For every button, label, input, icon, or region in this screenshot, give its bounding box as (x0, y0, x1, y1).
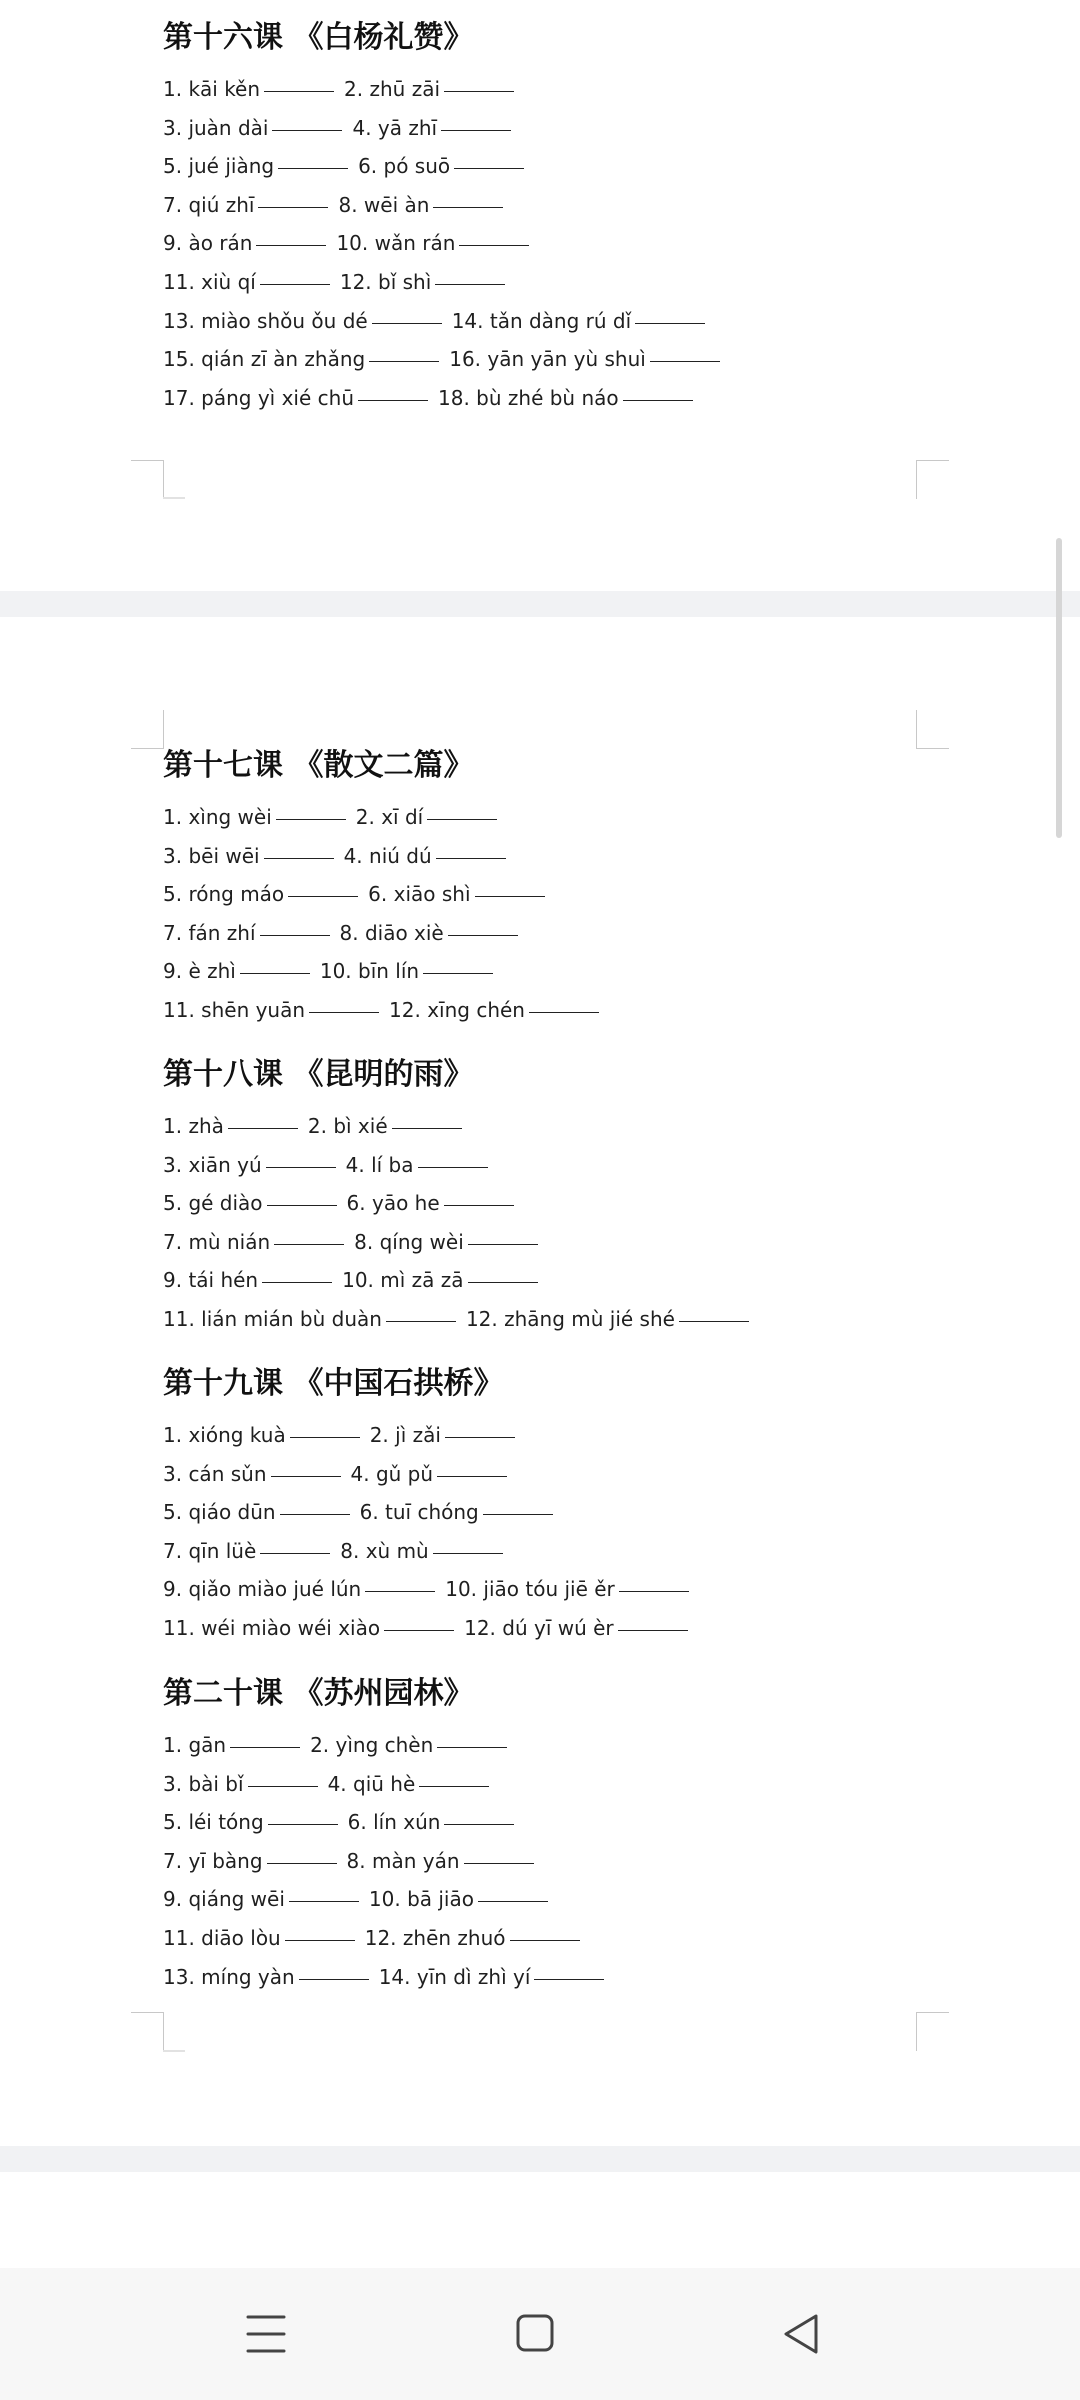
lesson-title: 第十六课 《白杨礼赞》 (163, 20, 474, 55)
page-separator (0, 591, 1080, 617)
answer-blank (529, 1011, 599, 1013)
lesson-section-20 (163, 1676, 943, 1996)
answer-blank (230, 1746, 300, 1748)
answer-blank (289, 1900, 359, 1902)
page-corner-mark (916, 460, 949, 499)
exercise-row (163, 70, 943, 109)
pinyin-prompt: 13. miào shǒu ǒu dé (163, 308, 368, 333)
pinyin-prompt: 2. jì zǎi (369, 1423, 441, 1447)
pinyin-prompt: 6. yāo he (346, 1191, 440, 1216)
exercise-row (163, 914, 943, 953)
exercise-row (163, 302, 943, 341)
answer-blank (260, 1552, 330, 1554)
menu-button[interactable] (236, 2308, 296, 2360)
exercise-row (163, 1300, 943, 1339)
pinyin-prompt: 1. zhà (163, 1114, 224, 1138)
pinyin-prompt: 17. páng yì xié chū (163, 385, 354, 410)
answer-blank (444, 1823, 514, 1825)
pinyin-prompt: 2. yìng chèn (310, 1733, 434, 1757)
exercise-row (163, 109, 943, 148)
back-icon (772, 2308, 832, 2360)
exercise-row (163, 991, 943, 1030)
pinyin-prompt: 6. lín xún (347, 1810, 441, 1835)
pinyin-prompt: 10. bīn lín (319, 959, 420, 984)
exercise-row (163, 147, 943, 186)
lesson-title: 第二十课 《苏州园林》 (163, 1676, 474, 1711)
pinyin-prompt: 18. bù zhé bù náo (438, 385, 619, 410)
exercise-row (163, 1532, 943, 1571)
pinyin-prompt: 2. xī dí (355, 805, 424, 829)
pinyin-prompt: 11. shēn yuān (163, 997, 306, 1022)
pinyin-prompt: 2. bì xié (307, 1114, 388, 1138)
pinyin-prompt: 11. lián mián bù duàn (163, 1306, 382, 1331)
page-corner-mark (131, 2012, 164, 2051)
exercise-row (163, 1455, 943, 1494)
pinyin-prompt: 6. pó suō (358, 154, 451, 179)
pinyin-prompt: 8. màn yán (346, 1848, 460, 1873)
pinyin-prompt: 8. qíng wèi (354, 1229, 464, 1254)
pinyin-prompt: 3. bēi wēi (163, 843, 260, 868)
pinyin-prompt: 16. yān yān yù shuì (449, 347, 646, 372)
pinyin-prompt: 3. bài bǐ (163, 1771, 244, 1796)
answer-blank (441, 129, 511, 131)
exercise-row (163, 1842, 943, 1881)
answer-blank (437, 1475, 507, 1477)
pinyin-prompt: 9. qiǎo miào jué lún (163, 1577, 362, 1602)
exercise-row (163, 1726, 943, 1765)
answer-blank (448, 934, 518, 936)
answer-blank (264, 90, 334, 92)
pinyin-prompt: 7. qiú zhī (163, 192, 255, 217)
lesson-section-19 (163, 1366, 943, 1648)
exercise-row (163, 224, 943, 263)
answer-blank (468, 1281, 538, 1283)
pinyin-prompt: 7. fán zhí (163, 920, 256, 945)
pinyin-prompt: 14. tǎn dàng rú dǐ (451, 308, 632, 333)
answer-blank (419, 1785, 489, 1787)
answer-blank (437, 1746, 507, 1748)
pinyin-prompt: 1. kāi kěn (163, 77, 261, 101)
answer-blank (454, 167, 524, 169)
pinyin-prompt: 4. niú dú (343, 843, 432, 868)
answer-blank (635, 322, 705, 324)
answer-blank (534, 1978, 604, 1980)
exercise-row (163, 1493, 943, 1532)
answer-blank (288, 895, 358, 897)
answer-blank (278, 167, 348, 169)
pinyin-prompt: 5. qiáo dūn (163, 1500, 276, 1525)
exercise-row (163, 952, 943, 991)
lesson-section-17 (163, 748, 943, 1030)
exercise-row (163, 263, 943, 302)
exercise-row (163, 1416, 943, 1455)
answer-blank (436, 857, 506, 859)
answer-blank (309, 1011, 379, 1013)
answer-blank (248, 1785, 318, 1787)
answer-blank (384, 1629, 454, 1631)
pinyin-prompt: 7. mù nián (163, 1229, 271, 1254)
pinyin-prompt: 4. qiū hè (327, 1771, 416, 1796)
answer-blank (369, 360, 439, 362)
pinyin-prompt: 3. xiān yú (163, 1152, 262, 1177)
answer-blank (260, 283, 330, 285)
home-icon (505, 2308, 565, 2360)
exercise-row (163, 1765, 943, 1804)
answer-blank (285, 1939, 355, 1941)
answer-blank (433, 206, 503, 208)
answer-blank (290, 1436, 360, 1438)
answer-blank (267, 1204, 337, 1206)
exercise-row (163, 1184, 943, 1223)
pinyin-prompt: 11. xiù qí (163, 269, 256, 294)
pinyin-prompt: 8. wēi àn (338, 192, 430, 217)
page-corner-mark (131, 460, 164, 499)
exercise-row (163, 1609, 943, 1648)
exercise-row (163, 1223, 943, 1262)
pinyin-prompt: 12. zhāng mù jié shé (465, 1306, 675, 1331)
answer-blank (618, 1629, 688, 1631)
exercise-row (163, 1958, 943, 1997)
pinyin-prompt: 2. zhū zāi (344, 77, 441, 101)
answer-blank (256, 244, 326, 246)
answer-blank (478, 1900, 548, 1902)
exercise-row (163, 186, 943, 225)
exercise-row (163, 1146, 943, 1185)
lesson-title: 第十八课 《昆明的雨》 (163, 1057, 474, 1092)
answer-blank (262, 1281, 332, 1283)
answer-blank (264, 857, 334, 859)
exercise-row (163, 1880, 943, 1919)
answer-blank (445, 1436, 515, 1438)
scrollbar-thumb[interactable] (1056, 538, 1062, 838)
answer-blank (459, 244, 529, 246)
pinyin-prompt: 8. diāo xiè (339, 920, 444, 945)
page-footer-mark (163, 497, 185, 499)
answer-blank (280, 1513, 350, 1515)
page-separator (0, 2146, 1080, 2172)
pinyin-prompt: 11. diāo lòu (163, 1925, 281, 1950)
pinyin-prompt: 9. ào rán (163, 231, 253, 256)
pinyin-prompt: 10. wǎn rán (336, 231, 456, 256)
answer-blank (299, 1978, 369, 1980)
answer-blank (510, 1939, 580, 1941)
pinyin-prompt: 5. róng máo (163, 882, 285, 907)
pinyin-prompt: 15. qián zī àn zhǎng (163, 347, 366, 372)
exercise-row (163, 340, 943, 379)
exercise-row (163, 798, 943, 837)
pinyin-prompt: 5. gé diào (163, 1191, 263, 1216)
answer-blank (240, 972, 310, 974)
answer-blank (386, 1320, 456, 1322)
page-corner-mark (916, 710, 949, 749)
pinyin-prompt: 1. xìng wèi (163, 805, 272, 829)
pinyin-prompt: 4. gǔ pǔ (350, 1461, 434, 1486)
answer-blank (468, 1243, 538, 1245)
pinyin-prompt: 5. léi tóng (163, 1810, 264, 1835)
answer-blank (679, 1320, 749, 1322)
pinyin-prompt: 4. lí ba (345, 1152, 414, 1177)
answer-blank (271, 1475, 341, 1477)
answer-blank (433, 1552, 503, 1554)
pinyin-prompt: 8. xù mù (340, 1538, 429, 1563)
pinyin-prompt: 12. xīng chén (389, 997, 525, 1022)
pinyin-prompt: 7. qīn lüè (163, 1538, 257, 1563)
pinyin-prompt: 13. míng yàn (163, 1964, 295, 1989)
exercise-row (163, 1570, 943, 1609)
pinyin-prompt: 1. xióng kuà (163, 1423, 286, 1447)
menu-icon (236, 2308, 296, 2360)
answer-blank (464, 1862, 534, 1864)
answer-blank (444, 90, 514, 92)
answer-blank (268, 1823, 338, 1825)
page-footer-mark (163, 2050, 185, 2052)
answer-blank (623, 399, 693, 401)
back-button[interactable] (772, 2308, 832, 2360)
pinyin-prompt: 14. yīn dì zhì yí (378, 1964, 531, 1989)
pinyin-prompt: 10. bā jiāo (368, 1887, 474, 1912)
answer-blank (267, 1862, 337, 1864)
exercise-row (163, 1803, 943, 1842)
answer-blank (266, 1166, 336, 1168)
answer-blank (258, 206, 328, 208)
pinyin-prompt: 1. gān (163, 1733, 227, 1757)
pinyin-prompt: 6. tuī chóng (359, 1500, 479, 1525)
pinyin-prompt: 10. jiāo tóu jiē ěr (445, 1577, 615, 1602)
pinyin-prompt: 10. mì zā zā (342, 1268, 464, 1293)
lesson-title: 第十九课 《中国石拱桥》 (163, 1366, 504, 1401)
pinyin-prompt: 12. bǐ shì (339, 269, 432, 294)
answer-blank (418, 1166, 488, 1168)
pinyin-prompt: 6. xiāo shì (368, 882, 471, 907)
answer-blank (272, 129, 342, 131)
answer-blank (392, 1127, 462, 1129)
answer-blank (274, 1243, 344, 1245)
answer-blank (365, 1590, 435, 1592)
pinyin-prompt: 7. yī bàng (163, 1848, 263, 1873)
home-button[interactable] (505, 2308, 565, 2360)
pinyin-prompt: 12. dú yī wú èr (464, 1615, 614, 1640)
pinyin-prompt: 11. wéi miào wéi xiào (163, 1615, 381, 1640)
exercise-row (163, 1107, 943, 1146)
answer-blank (260, 934, 330, 936)
lesson-section-16 (163, 20, 943, 417)
exercise-row (163, 875, 943, 914)
exercise-row (163, 1261, 943, 1300)
answer-blank (276, 818, 346, 820)
answer-blank (475, 895, 545, 897)
answer-blank (427, 818, 497, 820)
pinyin-prompt: 12. zhēn zhuó (364, 1925, 506, 1950)
pinyin-prompt: 4. yā zhī (352, 115, 438, 140)
answer-blank (650, 360, 720, 362)
pinyin-prompt: 5. jué jiàng (163, 154, 275, 179)
answer-blank (619, 1590, 689, 1592)
system-navigation-bar (0, 2268, 1080, 2400)
exercise-row (163, 837, 943, 876)
answer-blank (444, 1204, 514, 1206)
answer-blank (435, 283, 505, 285)
pinyin-prompt: 9. è zhì (163, 959, 236, 984)
pinyin-prompt: 3. cán sǔn (163, 1461, 267, 1486)
answer-blank (372, 322, 442, 324)
exercise-row (163, 1919, 943, 1958)
page-corner-mark (916, 2012, 949, 2051)
page-corner-mark (131, 710, 164, 749)
pinyin-prompt: 9. qiáng wēi (163, 1887, 285, 1912)
pinyin-prompt: 9. tái hén (163, 1268, 259, 1293)
pinyin-prompt: 3. juàn dài (163, 115, 269, 140)
answer-blank (228, 1127, 298, 1129)
answer-blank (358, 399, 428, 401)
exercise-row (163, 379, 943, 418)
lesson-title: 第十七课 《散文二篇》 (163, 748, 474, 783)
answer-blank (423, 972, 493, 974)
answer-blank (483, 1513, 553, 1515)
lesson-section-18 (163, 1057, 943, 1339)
